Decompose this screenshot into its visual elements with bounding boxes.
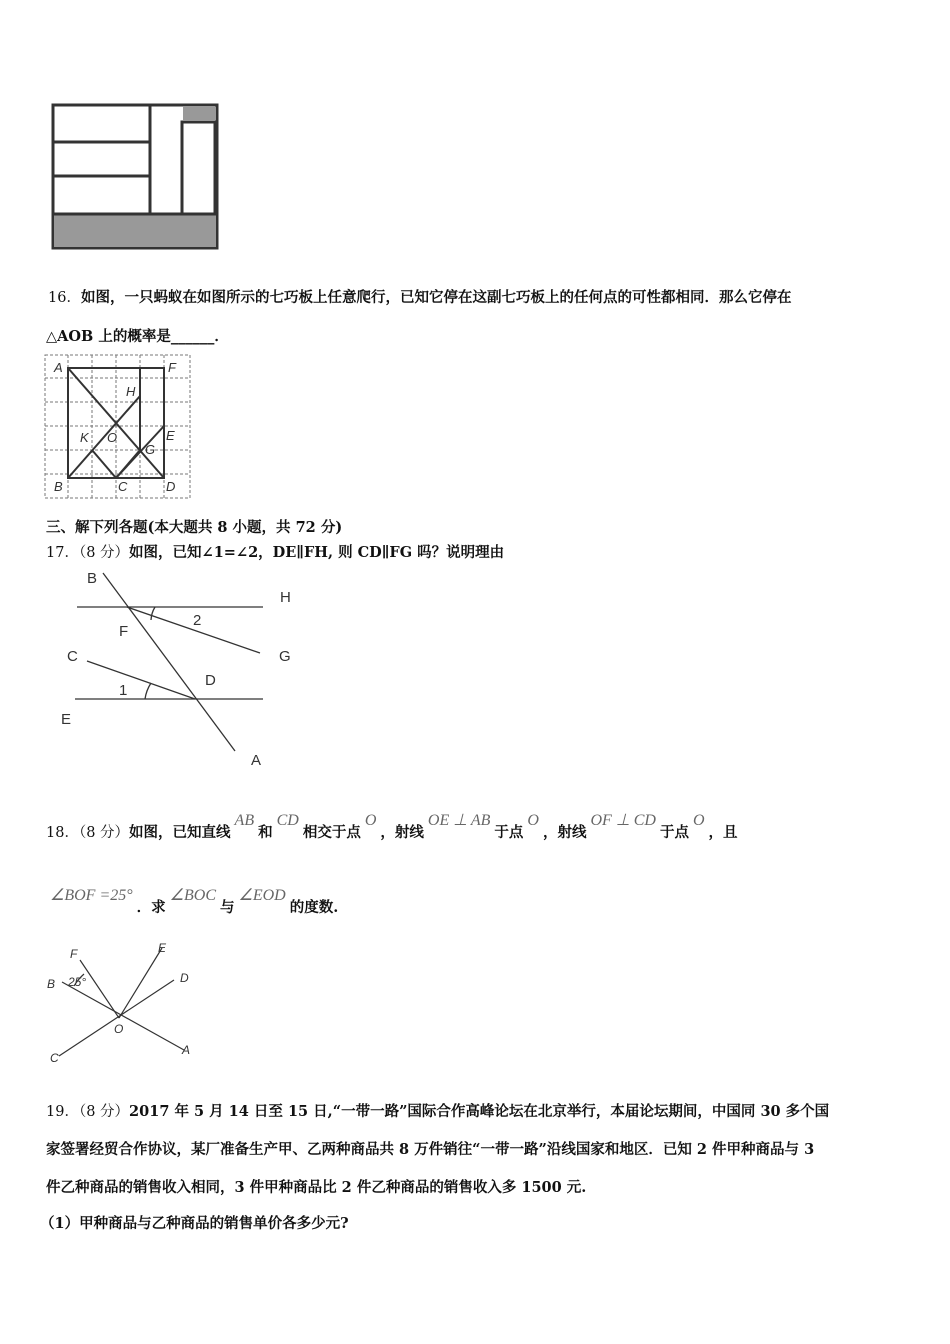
svg-text:D: D <box>180 971 189 985</box>
svg-text:C: C <box>67 648 78 665</box>
svg-text:B: B <box>47 977 56 991</box>
svg-text:25°: 25° <box>68 975 87 989</box>
svg-text:K: K <box>80 430 89 445</box>
svg-text:2: 2 <box>193 612 202 629</box>
question-18-line1: 18．（8 分）如图，已知直线AB和CD相交于点O，射线OE ⊥ AB于点O，射线OF ⊥ CD于点O，且 <box>46 812 738 841</box>
svg-text:A: A <box>182 1043 191 1057</box>
question-19-subquestion-1: （1）甲种商品与乙种商品的销售单价各多少元? <box>40 1215 349 1232</box>
svg-text:C: C <box>50 1051 59 1065</box>
question-18-figure <box>44 938 199 1068</box>
question-19-line3: 件乙种商品的销售收入相同，3 件甲种商品比 2 件乙种商品的销售收入多 1500 元. <box>46 1179 587 1196</box>
svg-text:B: B <box>87 570 98 587</box>
svg-text:O: O <box>107 430 118 445</box>
svg-text:D: D <box>166 479 176 494</box>
svg-text:F: F <box>70 947 78 961</box>
svg-text:D: D <box>205 672 216 689</box>
svg-text:E: E <box>166 428 175 443</box>
question-19-line2: 家签署经贸合作协议，某厂准备生产甲、乙两种商品共 8 万件销往“一带一路”沿线国家和地区．已知 2 件甲种商品与 3 <box>46 1141 815 1158</box>
tangram-photo-figure <box>50 102 220 252</box>
question-17-figure <box>55 565 315 775</box>
question-17: 17．（8 分）如图，已知∠1=∠2，DE∥FH, 则 CD∥FG 吗？说明理由 <box>46 544 505 561</box>
svg-text:C: C <box>118 479 128 494</box>
question-19-line1: 19．（8 分）2017 年 5 月 14 日至 15 日,“一带一路”国际合作高峰论坛在北京举行，本届论坛期间，中国同 30 多个国 <box>46 1103 830 1120</box>
svg-text:F: F <box>119 623 129 640</box>
svg-text:E: E <box>61 711 72 728</box>
svg-text:H: H <box>280 589 291 606</box>
svg-text:O: O <box>114 1022 124 1036</box>
section-3-heading: 三、解下列各题(本大题共 8 小题，共 72 分) <box>46 519 343 536</box>
question-18-line2: ∠BOF =25°．求∠BOC与∠EOD的度数. <box>50 887 339 916</box>
svg-text:E: E <box>158 941 167 955</box>
svg-text:G: G <box>279 648 291 665</box>
svg-text:F: F <box>168 360 176 375</box>
tangram-grid-figure <box>44 354 192 500</box>
svg-text:1: 1 <box>119 682 128 699</box>
question-16-line1: 16．如图，一只蚂蚁在如图所示的七巧板上任意爬行，已知它停在这副七巧板上的任何点的可性都相同．那么它停在 <box>48 289 792 306</box>
svg-text:B: B <box>54 479 63 494</box>
svg-text:G: G <box>145 442 156 457</box>
svg-text:A: A <box>251 752 262 769</box>
svg-text:H: H <box>126 384 136 399</box>
question-16-line2: △AOB 上的概率是______． <box>46 328 229 345</box>
svg-text:A: A <box>54 360 63 375</box>
